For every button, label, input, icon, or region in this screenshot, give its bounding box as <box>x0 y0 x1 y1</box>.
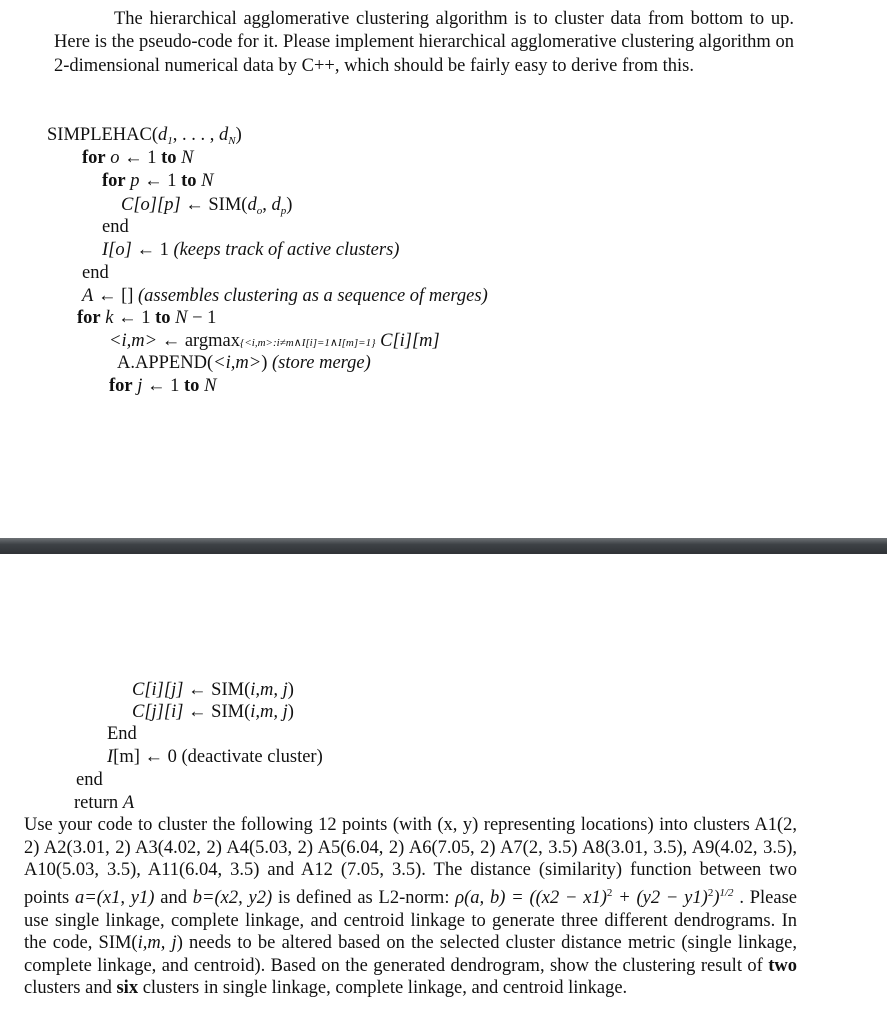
code-line-append: A.APPEND(<i,m>) (store merge) <box>117 353 371 373</box>
code-line-init-a: A ← [] (assembles clustering as a sequence of merges) <box>82 286 488 306</box>
code-line-end-outer: end <box>82 263 109 283</box>
code-line-for-p: for p ← 1 to N <box>102 171 214 191</box>
code-line-argmax: <i,m> ← argmax{<i,m>:i≠m∧I[i]=1∧I[m]=1} C[i][m] <box>109 331 440 351</box>
code-line-for-o: for o ← 1 to N <box>82 148 194 168</box>
task-paragraph: Use your code to cluster the following 12 points (with (x, y) representing locations) into clusters A1(2, 2) A2(3.01, 2) A3(4.02, 2) A4(5.03, 2) A5(6.04, 2) A6(7.05, 2) A7(2, 3.5) A8(3.01, 3.5), A9(4.02, 3.5), A10(5.03, 3.5), A11(6.04, 3.5) and A12 (7.05, 3.5). The distance (similarity) function between two points a=(x1, y1) and b=(x2, y2) is defined as L2-norm: ρ(a, $b) = ((x2 - x1)^2 + (y2 - y1)^2)^{1/2}$ . Please use single linkage, complete linkage, and centroid linkage to generate three different dendrograms. In the code, SIM(i,m, j) needs to be altered based on the selected cluster distance metric (single linkage, complete linkage, and centroid). Based on the generated dendrogram, show the clustering result of two clusters and six clusters in single linkage, complete linkage, and centroid linkage. <box>24 815 798 999</box>
intro-paragraph: The hierarchical agglomerative clustering algorithm is to cluster data from bottom to up. Here is the pseudo-code for it. Please implement hierarchical agglomerative clustering algorithm on 2-dimensional numerical data by C++, which should be fairly easy to derive from this. <box>54 9 794 76</box>
code-line-init-i: I[o] ← 1 (keeps track of active clusters) <box>102 240 400 260</box>
code-line-for-j: for j ← 1 to N <box>109 376 217 396</box>
code-line-end-k: end <box>76 770 103 790</box>
code-line-update-cij: C[i][j] ← SIM(i,m, j) <box>132 680 294 700</box>
screenshot-divider-bar <box>0 538 887 554</box>
code-line-for-k: for k ← 1 to N − 1 <box>77 308 217 328</box>
code-line-end-j: End <box>107 724 137 744</box>
code-line-return: return A <box>74 793 135 813</box>
code-line-end-inner: end <box>102 217 129 237</box>
code-line-deactivate: I[m] ← 0 (deactivate cluster) <box>107 747 323 767</box>
code-line-update-cji: C[j][i] ← SIM(i,m, j) <box>132 702 294 722</box>
code-line-init-c: C[o][p] ← $SIM(d_o$, $d_p$) <box>121 195 293 217</box>
code-line-signature: $SIMPLEHAC(d_1$, . . . , $d_N$) <box>47 125 242 147</box>
